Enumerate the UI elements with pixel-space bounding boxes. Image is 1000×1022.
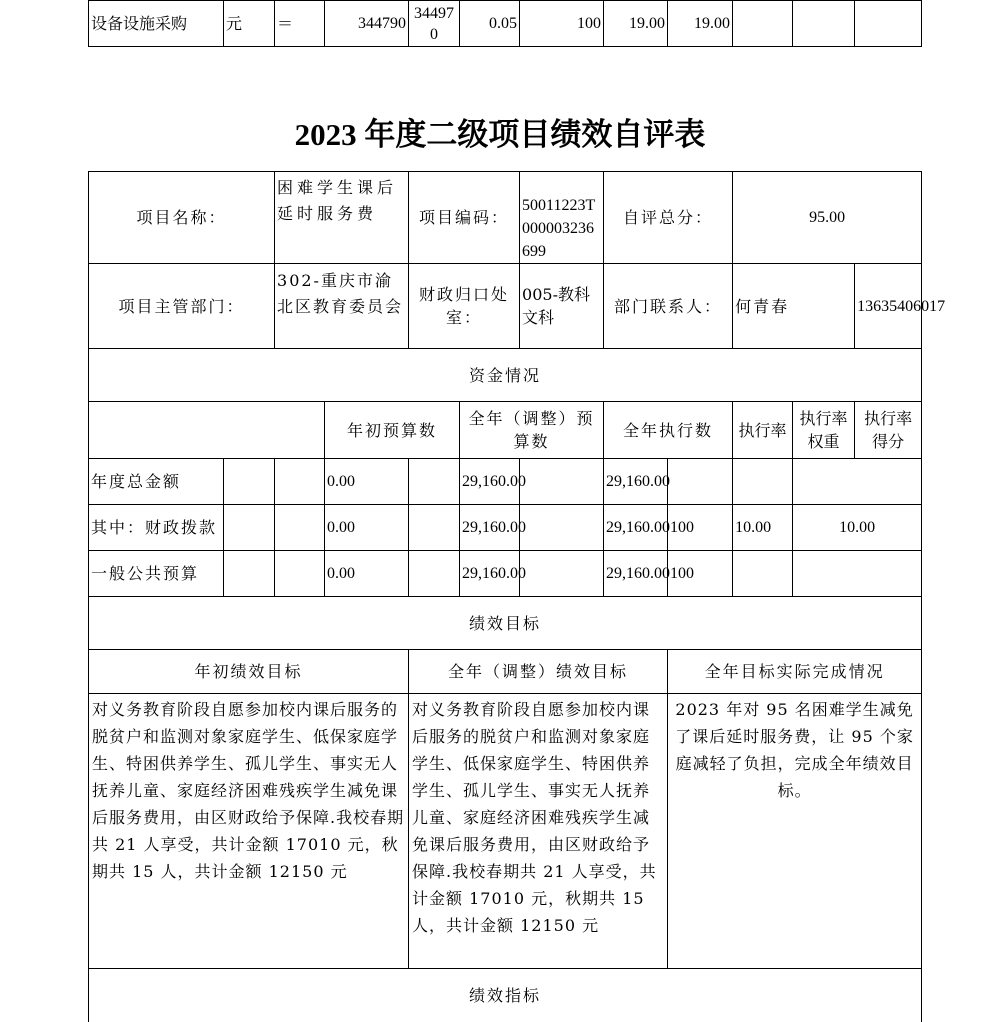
table-row	[89, 349, 922, 402]
section-goals: 绩效目标	[89, 597, 922, 650]
fund-executed: 29,160.00	[604, 505, 668, 551]
indicator-name: 设备设施采购	[89, 1, 224, 47]
project-code-label: 项目编码：	[409, 172, 520, 264]
section-indicators: 绩效指标	[89, 969, 922, 1022]
table-row	[89, 694, 922, 969]
fund-adjusted: 29,160.00	[460, 551, 520, 597]
fund-initial: 0.00	[325, 459, 409, 505]
fund-initial: 0.00	[325, 505, 409, 551]
empty-cell	[409, 551, 460, 597]
col-adjusted-goal: 全年（调整）绩效目标	[409, 650, 668, 694]
table-row	[89, 402, 922, 459]
fund-rate: 100	[668, 505, 733, 551]
indicator-score: 19.00	[604, 1, 668, 47]
indicator-rate: 100	[520, 1, 604, 47]
table-row	[89, 459, 922, 505]
col-rate-weight: 执行率权重	[793, 402, 855, 459]
project-name-label: 项目名称：	[89, 172, 275, 264]
table-row	[89, 597, 922, 650]
table-row	[89, 551, 922, 597]
col-rate-score: 执行率得分	[855, 402, 922, 459]
phone-number: 13635406017	[857, 297, 946, 315]
table-row	[89, 969, 922, 1022]
page-title: 2023 年度二级项目绩效自评表	[294, 117, 706, 152]
empty-cell	[520, 505, 604, 551]
fund-score	[793, 459, 922, 505]
project-name: 困难学生课后延时服务费	[275, 172, 409, 264]
empty-cell	[224, 505, 275, 551]
indicator-weight: 0.05	[460, 1, 520, 47]
empty-cell	[224, 459, 275, 505]
table-row	[89, 172, 922, 264]
adjusted-goal-text: 对义务教育阶段自愿参加校内课后服务的脱贫户和监测对象家庭学生、低保家庭学生、特困供养学生、孤儿学生、事实无人抚养儿童、家庭经济困难残疾学生减免课后服务费用，由区财政给予保障.我校春期共 21 人享受，共计金额 17010 元，秋期共 15 人，共计金额 12150 元	[409, 694, 668, 969]
empty-cell	[733, 1, 793, 47]
empty-cell	[89, 402, 325, 459]
dept-label: 项目主管部门：	[89, 264, 275, 349]
empty-cell	[275, 459, 325, 505]
fund-weight	[733, 459, 793, 505]
self-score-value: 95.00	[733, 172, 922, 264]
empty-cell	[793, 1, 855, 47]
fund-label: 其中：财政拨款	[89, 505, 224, 551]
phone-value	[855, 264, 946, 349]
project-code: 50011223T000003236699	[520, 172, 604, 264]
evaluation-table	[88, 171, 946, 1022]
fund-label: 一般公共预算	[89, 551, 224, 597]
col-adjusted-budget: 全年（调整）预算数	[460, 402, 604, 459]
col-initial-goal: 年初绩效目标	[89, 650, 409, 694]
contact-value: 何青春	[733, 264, 855, 349]
indicator-unit: 元	[224, 1, 275, 47]
fund-executed: 29,160.00	[604, 459, 668, 505]
empty-cell	[224, 551, 275, 597]
table-row	[89, 650, 922, 694]
section-funds: 资金情况	[89, 349, 922, 402]
actual-completion-text: 2023 年对 95 名困难学生减免了课后延时服务费，让 95 个家庭减轻了负担，完成全年绩效目标。	[668, 694, 922, 969]
empty-cell	[409, 505, 460, 551]
empty-cell	[275, 551, 325, 597]
indicator-actual: 344970	[409, 1, 460, 47]
col-executed: 全年执行数	[604, 402, 733, 459]
finance-value: 005-教科文科	[520, 264, 604, 349]
indicator-score: 19.00	[668, 1, 733, 47]
table-row	[89, 1, 922, 47]
previous-indicator-table	[88, 0, 922, 47]
fund-weight: 10.00	[733, 505, 793, 551]
col-rate: 执行率	[733, 402, 793, 459]
contact-label: 部门联系人：	[604, 264, 733, 349]
fund-score	[793, 551, 922, 597]
fund-label: 年度总金额	[89, 459, 224, 505]
fund-adjusted: 29,160.00	[460, 505, 520, 551]
col-actual-completion: 全年目标实际完成情况	[668, 650, 922, 694]
fund-weight	[733, 551, 793, 597]
empty-cell	[275, 505, 325, 551]
fund-adjusted: 29,160.00	[460, 459, 520, 505]
initial-goal-text: 对义务教育阶段自愿参加校内课后服务的脱贫户和监测对象家庭学生、低保家庭学生、特困供养学生、孤儿学生、事实无人抚养儿童、家庭经济困难残疾学生减免课后服务费用，由区财政给予保障.我校春期共 21 人享受，共计金额 17010 元，秋期共 15 人，共计金额 12150 元	[89, 694, 409, 969]
self-score-label: 自评总分：	[604, 172, 733, 264]
empty-cell	[520, 459, 604, 505]
indicator-target: 344790	[325, 1, 409, 47]
fund-score: 10.00	[793, 505, 922, 551]
empty-cell	[520, 551, 604, 597]
fund-initial: 0.00	[325, 551, 409, 597]
dept-value: 302-重庆市渝北区教育委员会	[275, 264, 409, 349]
finance-label: 财政归口处室：	[409, 264, 520, 349]
empty-cell	[855, 1, 922, 47]
empty-cell	[409, 459, 460, 505]
fund-executed: 29,160.00	[604, 551, 668, 597]
col-initial-budget: 年初预算数	[325, 402, 460, 459]
table-row	[89, 505, 922, 551]
fund-rate: 100	[668, 551, 733, 597]
table-row	[89, 264, 922, 349]
fund-rate	[668, 459, 733, 505]
indicator-operator: ＝	[275, 1, 325, 47]
